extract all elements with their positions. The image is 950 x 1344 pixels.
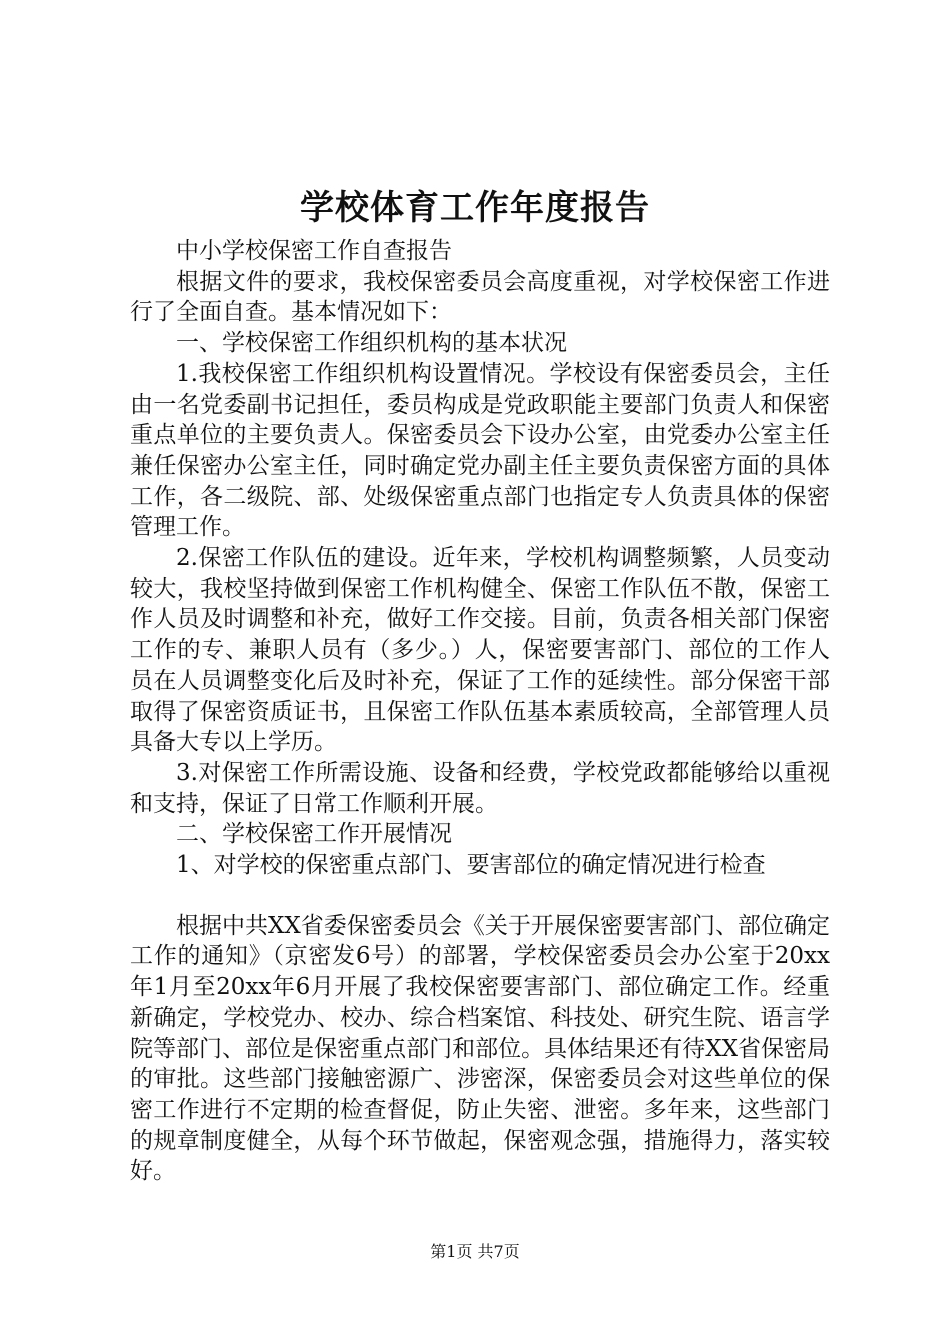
- report-subtitle: 中小学校保密工作自查报告: [176, 238, 452, 264]
- document-title: 学校体育工作年度报告: [300, 188, 650, 228]
- body-paragraph: 2.保密工作队伍的建设。近年来，学校机构调整频繁，人员变动较大，我校坚持做到保密工作机构健全、保密工作队伍不散，保密工作人员及时调整和补充，做好工作交接。目前，负责各相关部门保密工作的专、兼职人员有（多少。）人，保密要害部门、部位的工作人员在人员调整变化后及时补充，保证了工作的延续性。部分保密干部取得了保密资质证书，且保密工作队伍基本素质较高，全部管理人员具备大专以上学历。: [130, 545, 830, 756]
- page-footer: 第1页 共7页: [430, 1242, 520, 1261]
- section-heading-1: 一、学校保密工作组织机构的基本状况: [176, 330, 567, 357]
- body-paragraph: 根据中共XX省委保密委员会《关于开展保密要害部门、部位确定工作的通知》（京密发6号）的部署，学校保密委员会办公室于20xx年1月至20xx年6月开展了我校保密要害部门、部位确定工作。经重新确定，学校党办、校办、综合档案馆、科技处、研究生院、语言学院等部门、部位是保密重点部门和部位。具体结果还有待XX省保密局的审批。这些部门接触密源广、涉密深，保密委员会对这些单位的保密工作进行不定期的检查督促，防止失密、泄密。多年来，这些部门的规章制度健全，从每个环节做起，保密观念强，措施得力，落实较好。: [130, 912, 830, 1185]
- intro-paragraph: 根据文件的要求，我校保密委员会高度重视，对学校保密工作进行了全面自查。基本情况如下：: [130, 268, 830, 326]
- document-body: [130, 236, 830, 1187]
- subsection-heading: 1、对学校的保密重点部门、要害部位的确定情况进行检查: [176, 852, 766, 879]
- section-heading-2: 二、学校保密工作开展情况: [176, 821, 452, 848]
- body-paragraph: 3.对保密工作所需设施、设备和经费，学校党政都能够给以重视和支持，保证了日常工作顺利开展。: [130, 759, 830, 817]
- body-paragraph: 1.我校保密工作组织机构设置情况。学校设有保密委员会，主任由一名党委副书记担任，委员构成是党政职能主要部门负责人和保密重点单位的主要负责人。保密委员会下设办公室，由党委办公室主任兼任保密办公室主任，同时确定党办副主任主要负责保密方面的具体工作，各二级院、部、处级保密重点部门也指定专人负责具体的保密管理工作。: [130, 360, 830, 541]
